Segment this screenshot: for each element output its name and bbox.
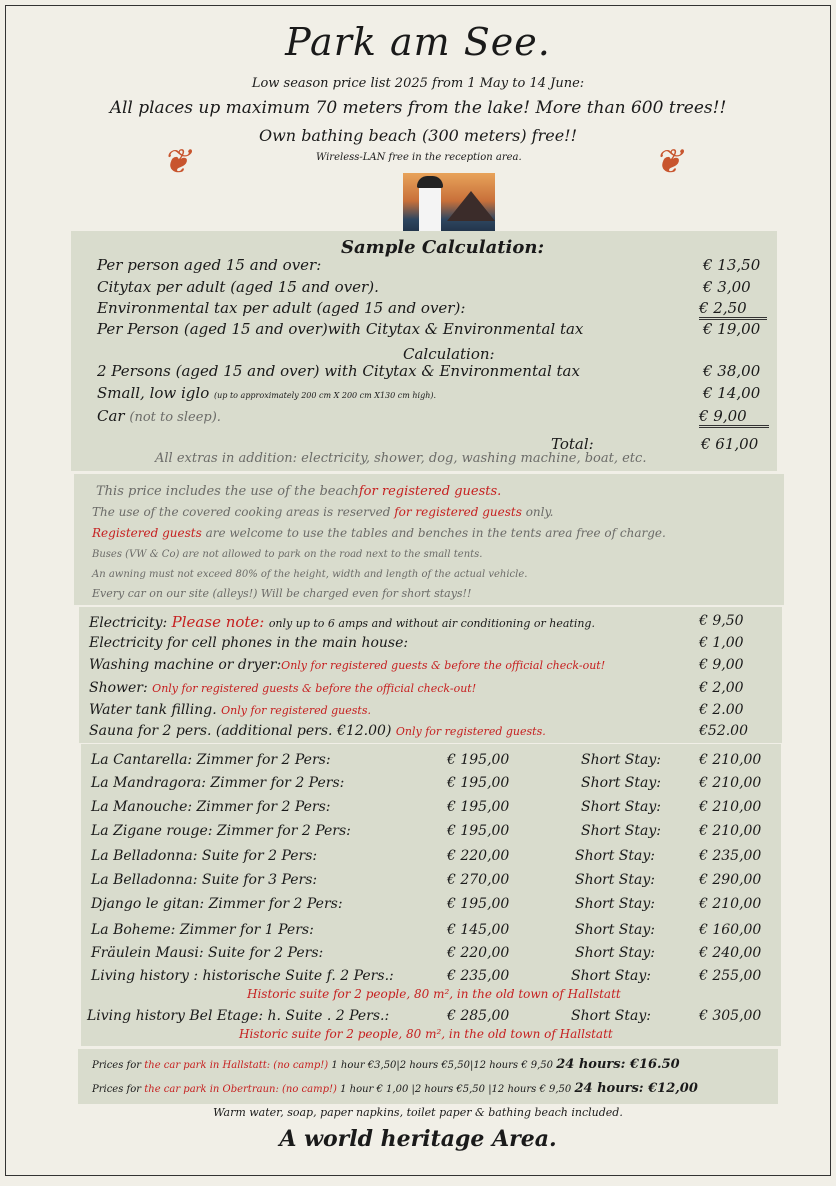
parking-label: Prices for	[92, 1060, 142, 1071]
rule-text: The use of the covered cooking areas is reserved	[92, 505, 391, 519]
car-note: (not to sleep).	[129, 410, 221, 425]
extra-price: € 9,50	[699, 613, 744, 629]
extra-red-note: Please note:	[171, 613, 265, 631]
calc-row-label: 2 Persons (aged 15 and over) with Citytax & Environmental tax	[97, 362, 580, 380]
season-line: Low season price list 2025 from 1 May to 14 June:	[251, 76, 585, 91]
iglo-note: (up to approximately 200 cm X 200 cm X130 cm high).	[214, 391, 437, 400]
room-short-label: Short Stay:	[581, 823, 661, 839]
calc-subheading: Calculation:	[403, 345, 495, 363]
room-name: Fräulein Mausi: Suite for 2 Pers:	[91, 945, 324, 961]
room-short-label: Short Stay:	[575, 848, 655, 864]
room-short-label: Short Stay:	[575, 896, 655, 912]
room-name: La Mandragora: Zimmer for 2 Pers:	[91, 775, 345, 791]
lake-line: All places up maximum 70 meters from the lake! More than 600 trees!!	[109, 98, 727, 118]
extra-red-note: Only for registered guests.	[221, 704, 371, 717]
room-short-label: Short Stay:	[581, 775, 661, 791]
extra-label: Electricity:	[89, 615, 168, 631]
rules-box	[74, 474, 784, 605]
rule-line	[96, 484, 501, 499]
rule-red: for registered guests.	[358, 484, 502, 499]
room-short-label: Short Stay:	[575, 872, 655, 888]
room-short-label: Short Stay:	[581, 799, 661, 815]
extra-row	[89, 680, 476, 696]
calc-row-label: Per Person (aged 15 and over)with Citytax & Environmental tax	[97, 320, 584, 338]
rooms-box	[81, 744, 781, 1046]
calc-row-price: € 2,50	[699, 299, 767, 320]
calc-row-price: € 14,00	[703, 384, 761, 402]
extra-red-note: Only for registered guests & before the official check-out!	[152, 682, 477, 695]
extra-row	[89, 613, 595, 631]
extra-red-note: Only for registered guests & before the official check-out!	[281, 659, 606, 672]
rule-red: Registered guests	[92, 526, 202, 540]
room-price: € 285,00	[447, 1008, 510, 1024]
parking-row	[92, 1081, 698, 1096]
total-price: € 61,00	[701, 435, 759, 453]
calc-row-price: € 19,00	[703, 320, 761, 338]
room-name: Django le gitan: Zimmer for 2 Pers:	[91, 896, 343, 912]
room-short-price: € 210,00	[699, 752, 762, 768]
mountain-shape	[447, 191, 495, 221]
room-short-label: Short Stay:	[575, 945, 655, 961]
rule-line	[92, 505, 553, 519]
room-short-price: € 255,00	[699, 968, 762, 984]
rule-line: Buses (VW & Co) are not allowed to park on the road next to the small tents.	[92, 549, 483, 560]
parking-red: the car park in Obertraun: (no camp!)	[144, 1084, 337, 1095]
price-list-page	[5, 5, 831, 1176]
parking-rates: 1 hour €3,50|2 hours €5,50|12 hours € 9,50	[331, 1060, 554, 1071]
room-short-label: Short Stay:	[571, 968, 651, 984]
room-price: € 270,00	[447, 872, 510, 888]
parking-row	[92, 1057, 680, 1072]
rule-text: are welcome to use the tables and benches in the tents area free of charge.	[205, 526, 666, 540]
rule-text: This price includes the use of the beach	[96, 484, 359, 499]
parking-red: the car park in Hallstatt: (no camp!)	[144, 1060, 329, 1071]
parking-rates: 1 hour € 1,00 |2 hours €5,50 |12 hours € 9,50	[340, 1084, 572, 1095]
parking-box	[78, 1049, 778, 1104]
room-name: La Cantarella: Zimmer for 2 Pers:	[91, 752, 331, 768]
room-short-price: € 290,00	[699, 872, 762, 888]
room-price: € 195,00	[447, 896, 510, 912]
room-price: € 195,00	[447, 823, 510, 839]
extra-label: Electricity for cell phones in the main house:	[89, 635, 409, 651]
room-name: La Belladonna: Suite for 2 Pers:	[91, 848, 318, 864]
rule-line: Every car on our site (alleys!) Will be charged even for short stays!!	[92, 587, 472, 600]
room-short-price: € 210,00	[699, 823, 762, 839]
room-name: Living history Bel Etage: h. Suite . 2 Pers.:	[87, 1008, 390, 1024]
calc-row-label: Environmental tax per adult (aged 15 and over):	[97, 299, 466, 317]
extra-label: Water tank filling.	[89, 702, 217, 718]
calc-row-price: € 9,00	[699, 407, 769, 428]
rule-red: for registered guests	[394, 505, 522, 519]
beach-line: Own bathing beach (300 meters) free!!	[258, 126, 578, 145]
extras-box	[79, 607, 782, 743]
room-note: Historic suite for 2 people, 80 m², in the old town of Hallstatt	[247, 987, 621, 1001]
room-short-label: Short Stay:	[581, 752, 661, 768]
extra-tail: only up to 6 amps and without air conditioning or heating.	[268, 617, 595, 630]
room-name: La Manouche: Zimmer for 2 Pers:	[91, 799, 331, 815]
calc-heading: Sample Calculation:	[341, 237, 545, 258]
rule-line: An awning must not exceed 80% of the height, width and length of the actual vehicle.	[92, 569, 528, 580]
extra-label: Washing machine or dryer:	[89, 657, 282, 673]
room-price: € 220,00	[447, 945, 510, 961]
ornament-right-icon: ❦	[654, 142, 683, 182]
extra-price: € 1,00	[699, 635, 744, 651]
calc-row-label	[97, 407, 221, 425]
calculation-box	[71, 231, 777, 471]
parking-day-rate: 24 hours: €16.50	[556, 1057, 680, 1072]
calc-row-label: Citytax per adult (aged 15 and over).	[97, 278, 379, 296]
car-label: Car	[97, 407, 125, 425]
heritage-title: A world heritage Area.	[279, 1126, 557, 1152]
total-label: Total:	[551, 435, 594, 453]
extra-row	[89, 702, 371, 718]
room-price: € 145,00	[447, 922, 510, 938]
room-price: € 195,00	[447, 799, 510, 815]
room-price: € 235,00	[447, 968, 510, 984]
calc-row-price: € 3,00	[703, 278, 751, 296]
room-short-price: € 235,00	[699, 848, 762, 864]
room-name: La Boheme: Zimmer for 1 Pers:	[91, 922, 314, 938]
room-note: Historic suite for 2 people, 80 m², in the old town of Hallstatt	[239, 1027, 613, 1041]
extra-price: € 9,00	[699, 657, 744, 673]
room-short-label: Short Stay:	[575, 922, 655, 938]
room-name: Living history : historische Suite f. 2 Pers.:	[91, 968, 394, 984]
room-short-price: € 160,00	[699, 922, 762, 938]
rule-line	[92, 526, 666, 540]
room-short-price: € 305,00	[699, 1008, 762, 1024]
room-short-price: € 210,00	[699, 896, 762, 912]
calc-row-price: € 13,50	[703, 256, 761, 274]
room-name: La Zigane rouge: Zimmer for 2 Pers:	[91, 823, 351, 839]
wifi-line: Wireless-LAN free in the reception area.	[316, 152, 522, 163]
room-price: € 195,00	[447, 752, 510, 768]
extras-note: All extras in addition: electricity, shower, dog, washing machine, boat, etc.	[155, 451, 647, 466]
extra-price: € 2,00	[699, 680, 744, 696]
extra-row	[89, 657, 605, 673]
included-note: Warm water, soap, paper napkins, toilet paper & bathing beach included.	[213, 1106, 623, 1119]
room-short-price: € 210,00	[699, 799, 762, 815]
extra-row	[89, 723, 546, 739]
parking-day-rate: 24 hours: €12,00	[574, 1081, 698, 1096]
extra-red-note: Only for registered guests.	[395, 725, 546, 738]
iglo-label: Small, low iglo	[97, 384, 210, 402]
calc-row-label	[97, 384, 436, 402]
rule-text: only.	[525, 505, 554, 519]
room-short-label: Short Stay:	[571, 1008, 651, 1024]
hat-shape	[417, 176, 443, 188]
parking-label: Prices for	[92, 1084, 142, 1095]
calc-row-label: Per person aged 15 and over:	[97, 256, 322, 274]
page-title: Park am See.	[285, 20, 551, 64]
room-price: € 220,00	[447, 848, 510, 864]
extra-label: Shower:	[89, 680, 148, 696]
room-short-price: € 240,00	[699, 945, 762, 961]
room-price: € 195,00	[447, 775, 510, 791]
ornament-left-icon: ❦	[162, 142, 191, 182]
calc-row-price: € 38,00	[703, 362, 761, 380]
extra-price: € 2.00	[699, 702, 744, 718]
extra-price: €52.00	[699, 723, 748, 739]
extra-label: Sauna for 2 pers. (additional pers. €12.00)	[89, 723, 392, 739]
poster-illustration	[403, 173, 495, 235]
room-name: La Belladonna: Suite for 3 Pers:	[91, 872, 318, 888]
room-short-price: € 210,00	[699, 775, 762, 791]
